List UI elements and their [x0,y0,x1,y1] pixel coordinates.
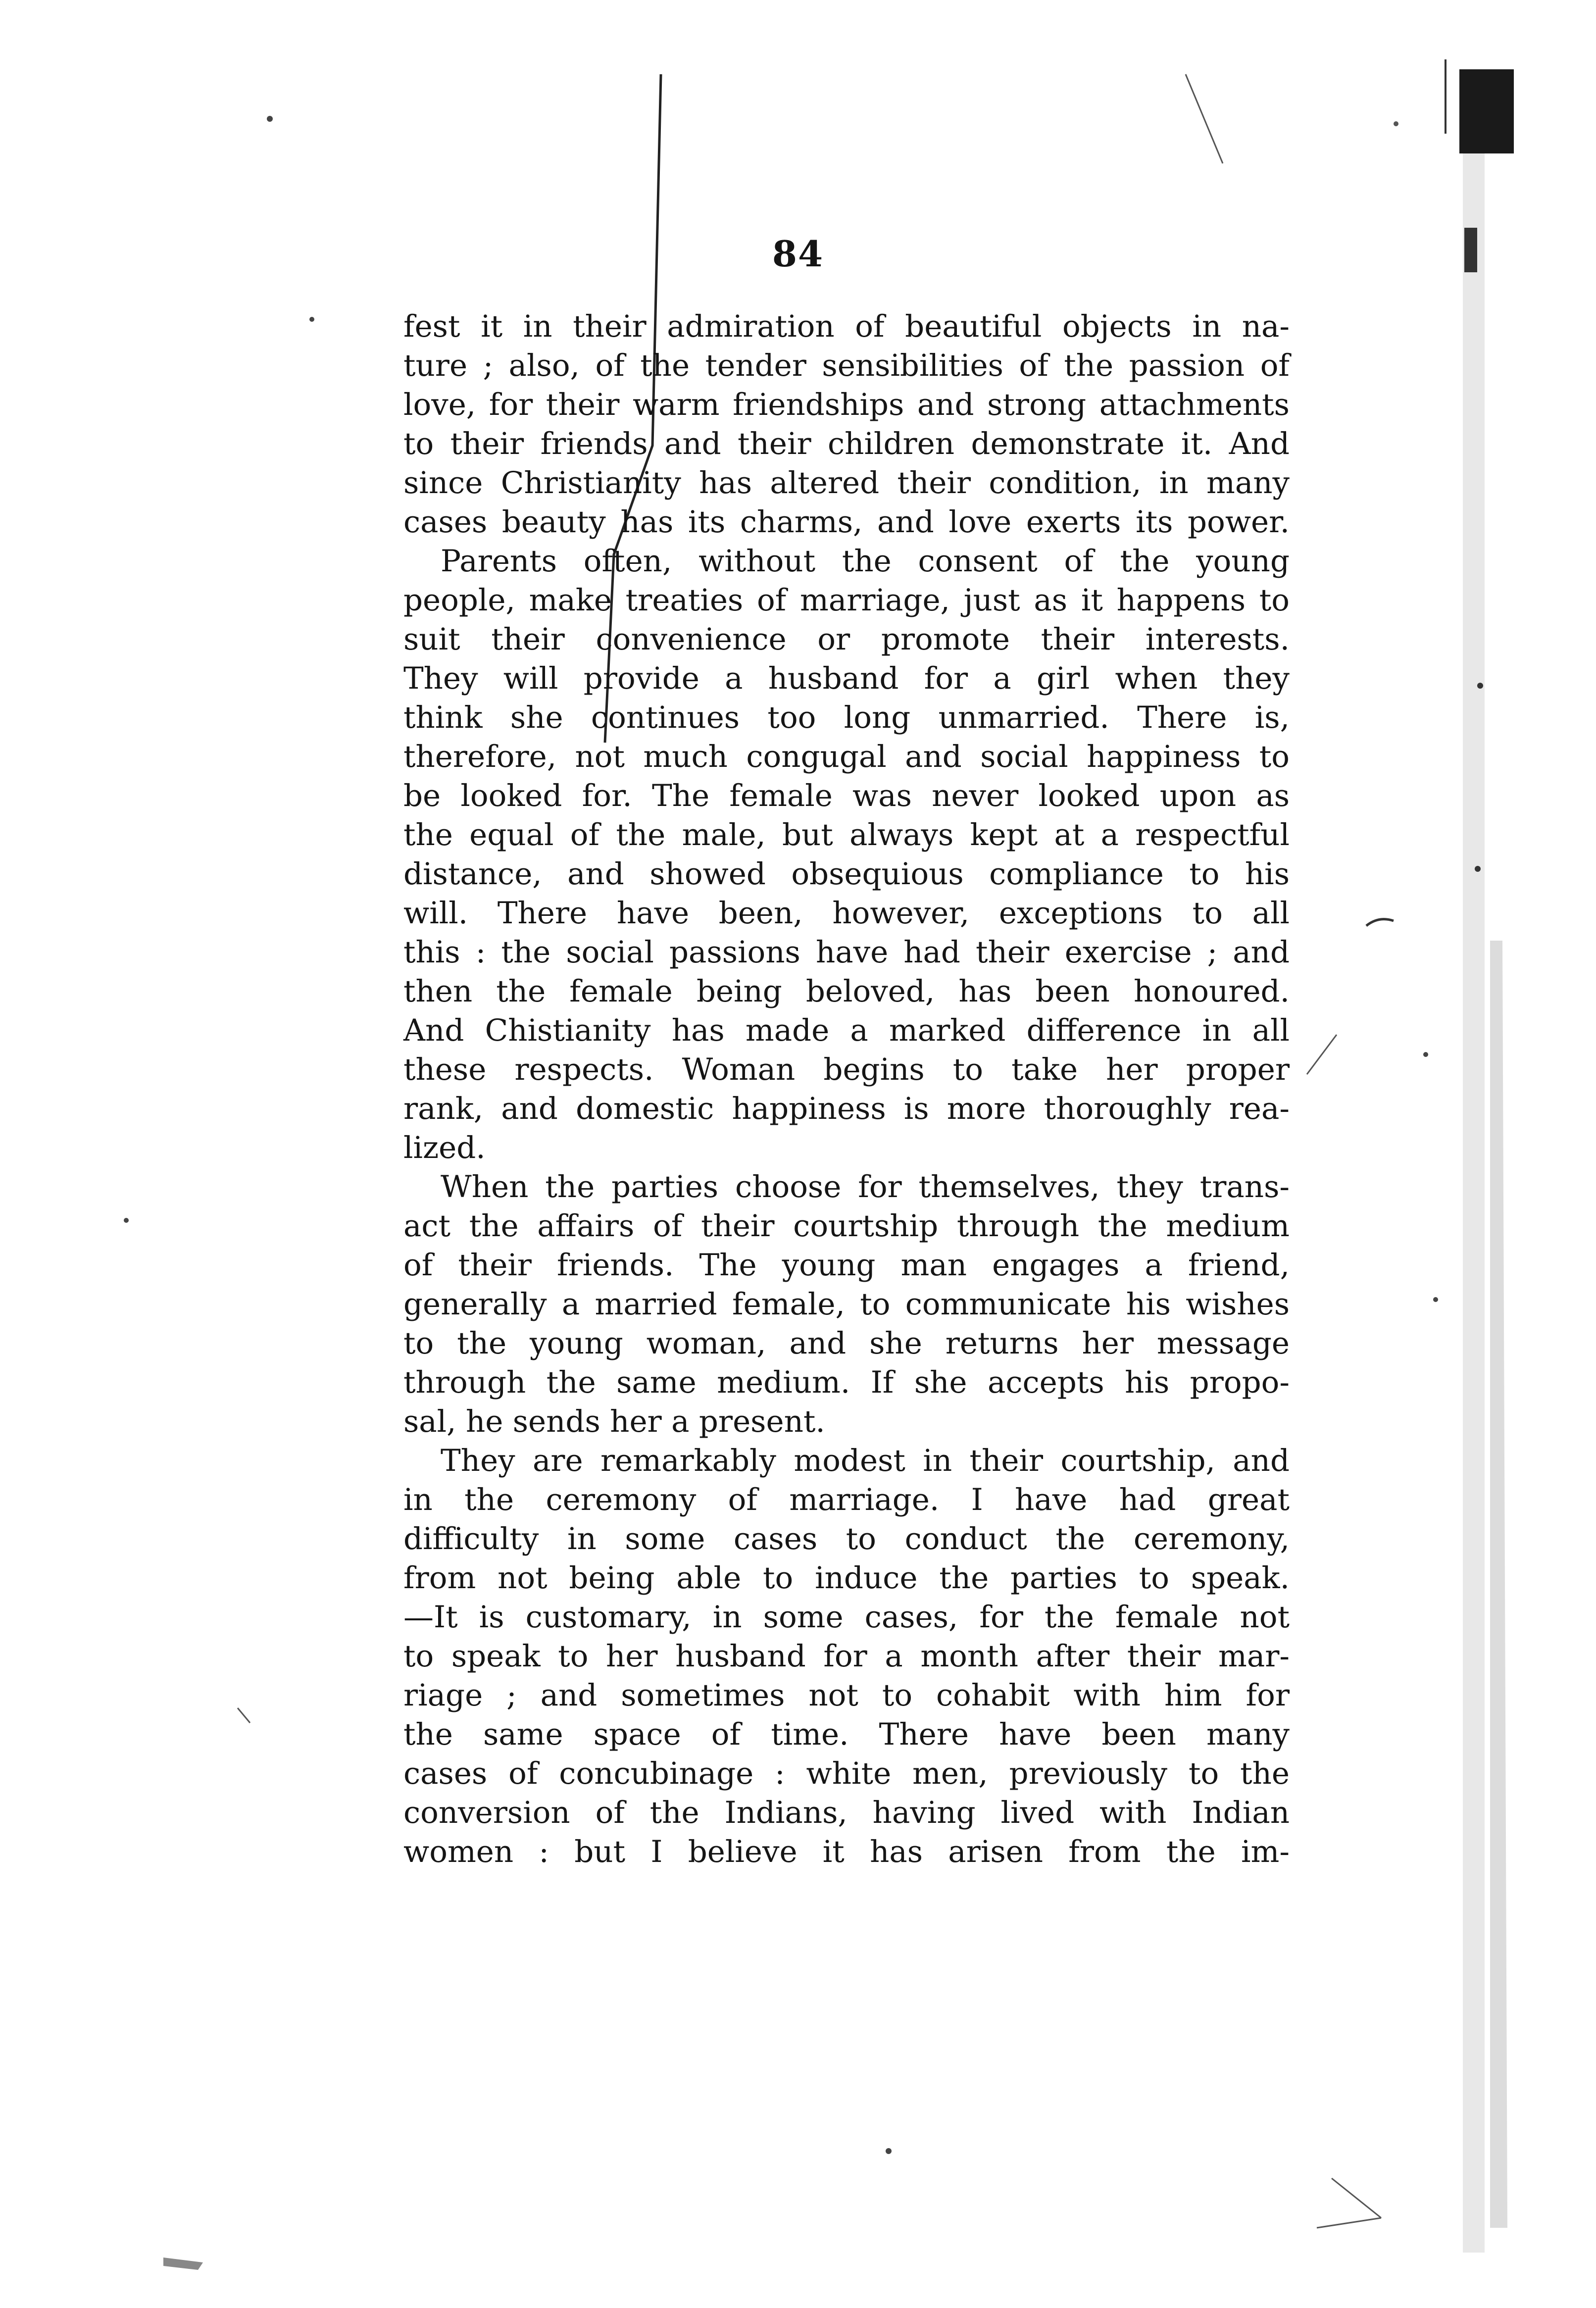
text-line: They will provide a husband for a girl when they [403,661,1290,696]
text-line: Parents often, without the consent of the young [441,544,1290,579]
binding-edge-speckle [1490,941,1507,2228]
stray-stroke [238,1708,250,1723]
paragraph [403,542,1290,1167]
speck [886,2148,892,2154]
speck [1477,683,1483,689]
text-line: the equal of the male, but always kept at a respectful [403,817,1290,853]
text-line: since Christianity has altered their condition, in many [403,465,1290,501]
text-line: fest it in their admiration of beautiful objects in na- [403,309,1290,344]
text-line: And Chistianity has made a marked difference in all [403,1013,1290,1048]
speck [1433,1297,1438,1302]
text-line: suit their convenience or promote their interests. [403,622,1290,657]
speck [1394,121,1398,126]
text-line: through the same medium. If she accepts his propo- [403,1365,1290,1400]
text-line: ture ; also, of the tender sensibilities of the passion of [403,348,1290,383]
text-line: will. There have been, however, exceptions to all [403,896,1290,931]
text-line: people, make treaties of marriage, just as it happens to [403,583,1290,618]
text-line: to their friends and their children demonstrate it. And [403,426,1290,461]
speck [267,116,273,122]
text-line: cases of concubinage : white men, previously to the [403,1756,1290,1791]
text-line: from not being able to induce the parties to speak. [403,1560,1290,1596]
paragraph [403,1441,1290,1871]
text-line: this : the social passions have had their exercise ; and [403,935,1290,970]
text-line: women : but I believe it has arisen from the im- [403,1834,1290,1869]
text-line: to the young woman, and she returns her message [403,1326,1290,1361]
corner-smudge [163,2258,203,2270]
right-diagonal-stroke [1186,74,1223,163]
body-text [403,307,1290,1871]
text-line: rank, and domestic happiness is more thoroughly rea- [403,1091,1290,1126]
scribble-mark [1366,919,1394,926]
binding-edge-shadow [1463,74,1485,2253]
text-line: of their friends. The young man engages a friend, [403,1248,1290,1283]
text-line: love, for their warm friendships and strong attachments [403,387,1290,422]
speck [309,317,314,322]
text-line: therefore, not much congugal and social happiness to [403,739,1290,774]
text-line: be looked for. The female was never looked upon as [403,778,1290,813]
text-line: think she continues too long unmarried. There is, [403,700,1290,735]
binding-edge-dark-mid [1464,228,1477,272]
speck [124,1218,129,1223]
stray-stroke [1332,2178,1381,2218]
text-line: to speak to her husband for a month after their mar- [403,1639,1290,1674]
text-line: generally a married female, to communicate his wishes [403,1287,1290,1322]
text-line: —It is customary, in some cases, for the female not [403,1600,1290,1635]
binding-edge-dark-top [1459,69,1514,153]
text-line: cases beauty has its charms, and love exerts its power. [403,504,1290,540]
page-number: 84 [772,233,824,275]
speck [1475,866,1481,872]
text-line: riage ; and sometimes not to cohabit with him for [403,1678,1290,1713]
text-line: these respects. Woman begins to take her proper [403,1052,1290,1087]
text-line: the same space of time. There have been many [403,1717,1290,1752]
text-line: in the ceremony of marriage. I have had great [403,1482,1290,1517]
text-line: conversion of the Indians, having lived with Indian [403,1795,1290,1830]
speck [1423,1052,1428,1057]
text-line: When the parties choose for themselves, they trans- [441,1169,1290,1204]
paragraph [403,1167,1290,1441]
stray-stroke [1307,1035,1337,1074]
text-line: difficulty in some cases to conduct the ceremony, [403,1521,1290,1556]
paragraph [403,307,1290,542]
text-line: sal, he sends her a present. [403,1404,825,1439]
text-line: act the affairs of their courtship through the medium [403,1208,1290,1244]
text-line: distance, and showed obsequious compliance to his [403,856,1290,892]
stray-stroke [1317,2218,1381,2228]
text-line: lized. [403,1130,486,1165]
text-line: They are remarkably modest in their courtship, and [441,1443,1290,1478]
text-line: then the female being beloved, has been honoured. [403,974,1290,1009]
